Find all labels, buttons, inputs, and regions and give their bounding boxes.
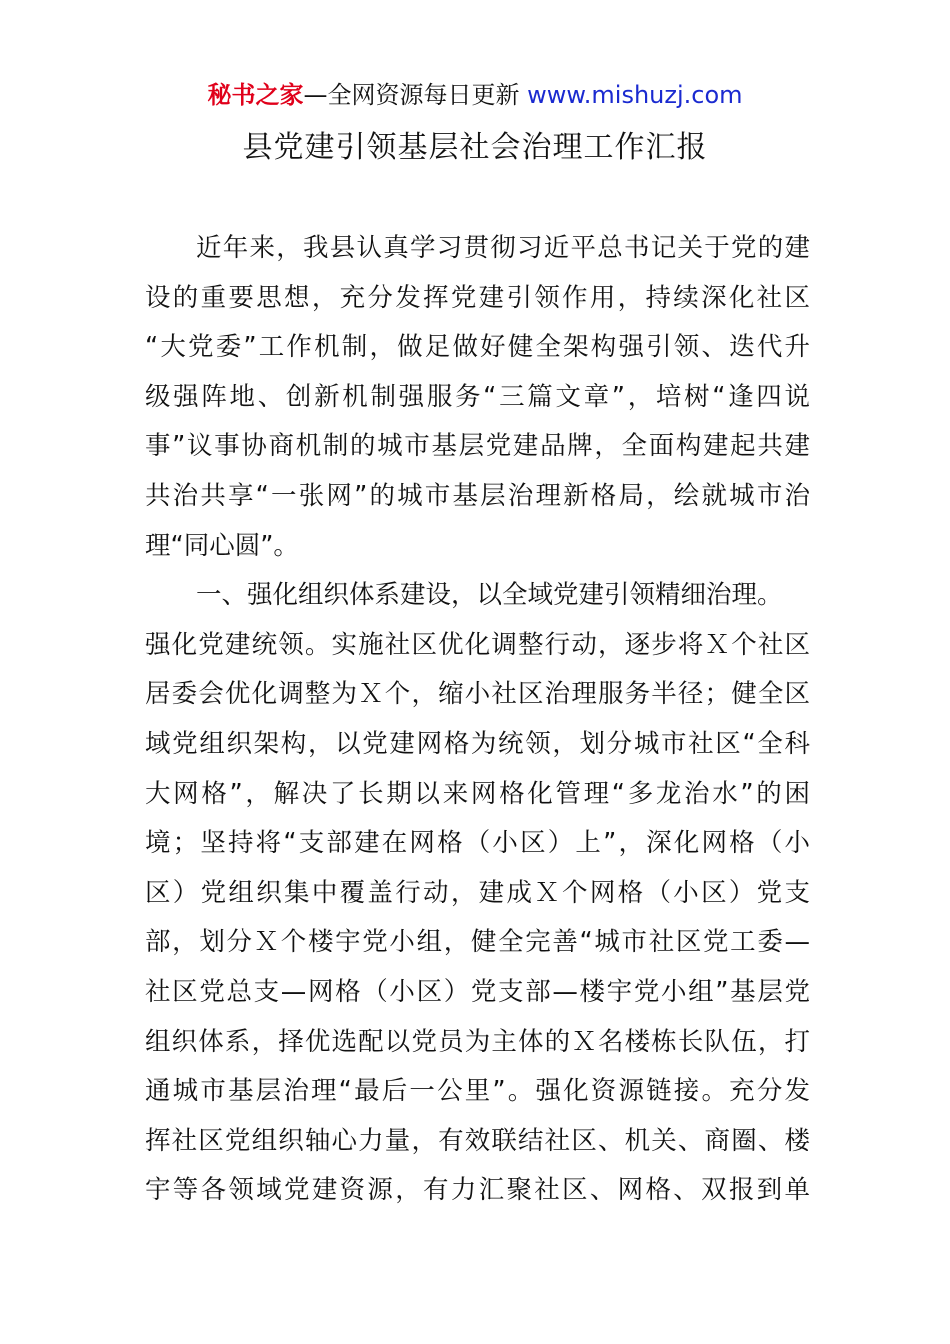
body-line: 大网格”，解决了长期以来网格化管理“多龙治水”的困 xyxy=(145,778,810,809)
body-line: 理“同心圆”。 xyxy=(145,530,299,561)
body-line: 域党组织架构，以党建网格为统领，划分城市社区“全科 xyxy=(145,728,810,759)
body-line: “大党委”工作机制，做足做好健全架构强引领、迭代升 xyxy=(145,332,810,363)
site-brand: 秘书之家 xyxy=(207,81,304,109)
body-line: 事”议事协商机制的城市基层党建品牌，全面构建起共建 xyxy=(145,431,810,462)
body-line: 部，划分Ｘ个楼宇党小组，健全完善“城市社区党工委— xyxy=(145,927,810,958)
body-line: 强化党建统领。实施社区优化调整行动，逐步将Ｘ个社区 xyxy=(145,629,810,660)
site-tagline: —全网资源每日更新 xyxy=(303,81,520,109)
body-line: 区）党组织集中覆盖行动，建成Ｘ个网格（小区）党支 xyxy=(145,877,810,908)
body-line: 近年来，我县认真学习贯彻习近平总书记关于党的建 xyxy=(196,233,810,263)
body-line: 设的重要思想，充分发挥党建引领作用，持续深化社区 xyxy=(145,282,810,313)
section-heading: 一、强化组织体系建设，以全域党建引领精细治理。 xyxy=(196,580,783,611)
document-title: 县党建引领基层社会治理工作汇报 xyxy=(242,130,708,165)
body-line: 共治共享“一张网”的城市基层治理新格局，绘就城市治 xyxy=(145,480,810,511)
site-url-link[interactable]: www.mishuzj.com xyxy=(527,81,743,109)
body-line: 宇等各领域党建资源，有力汇聚社区、网格、双报到单 xyxy=(145,1175,810,1206)
body-line: 境；坚持将“支部建在网格（小区）上”，深化网格（小 xyxy=(145,828,810,859)
site-header xyxy=(0,78,950,112)
body-line: 通城市基层治理“最后一公里”。强化资源链接。充分发 xyxy=(145,1076,810,1107)
document-body xyxy=(145,224,810,1216)
body-line: 级强阵地、创新机制强服务“三篇文章”，培树“逢四说 xyxy=(145,381,810,412)
body-line: 挥社区党组织轴心力量，有效联结社区、机关、商圈、楼 xyxy=(145,1125,810,1156)
body-line: 组织体系，择优选配以党员为主体的Ｘ名楼栋长队伍，打 xyxy=(145,1026,810,1057)
body-line: 社区党总支—网格（小区）党支部—楼宇党小组”基层党 xyxy=(145,976,810,1007)
body-line: 居委会优化调整为Ｘ个，缩小社区治理服务半径；健全区 xyxy=(145,679,810,710)
